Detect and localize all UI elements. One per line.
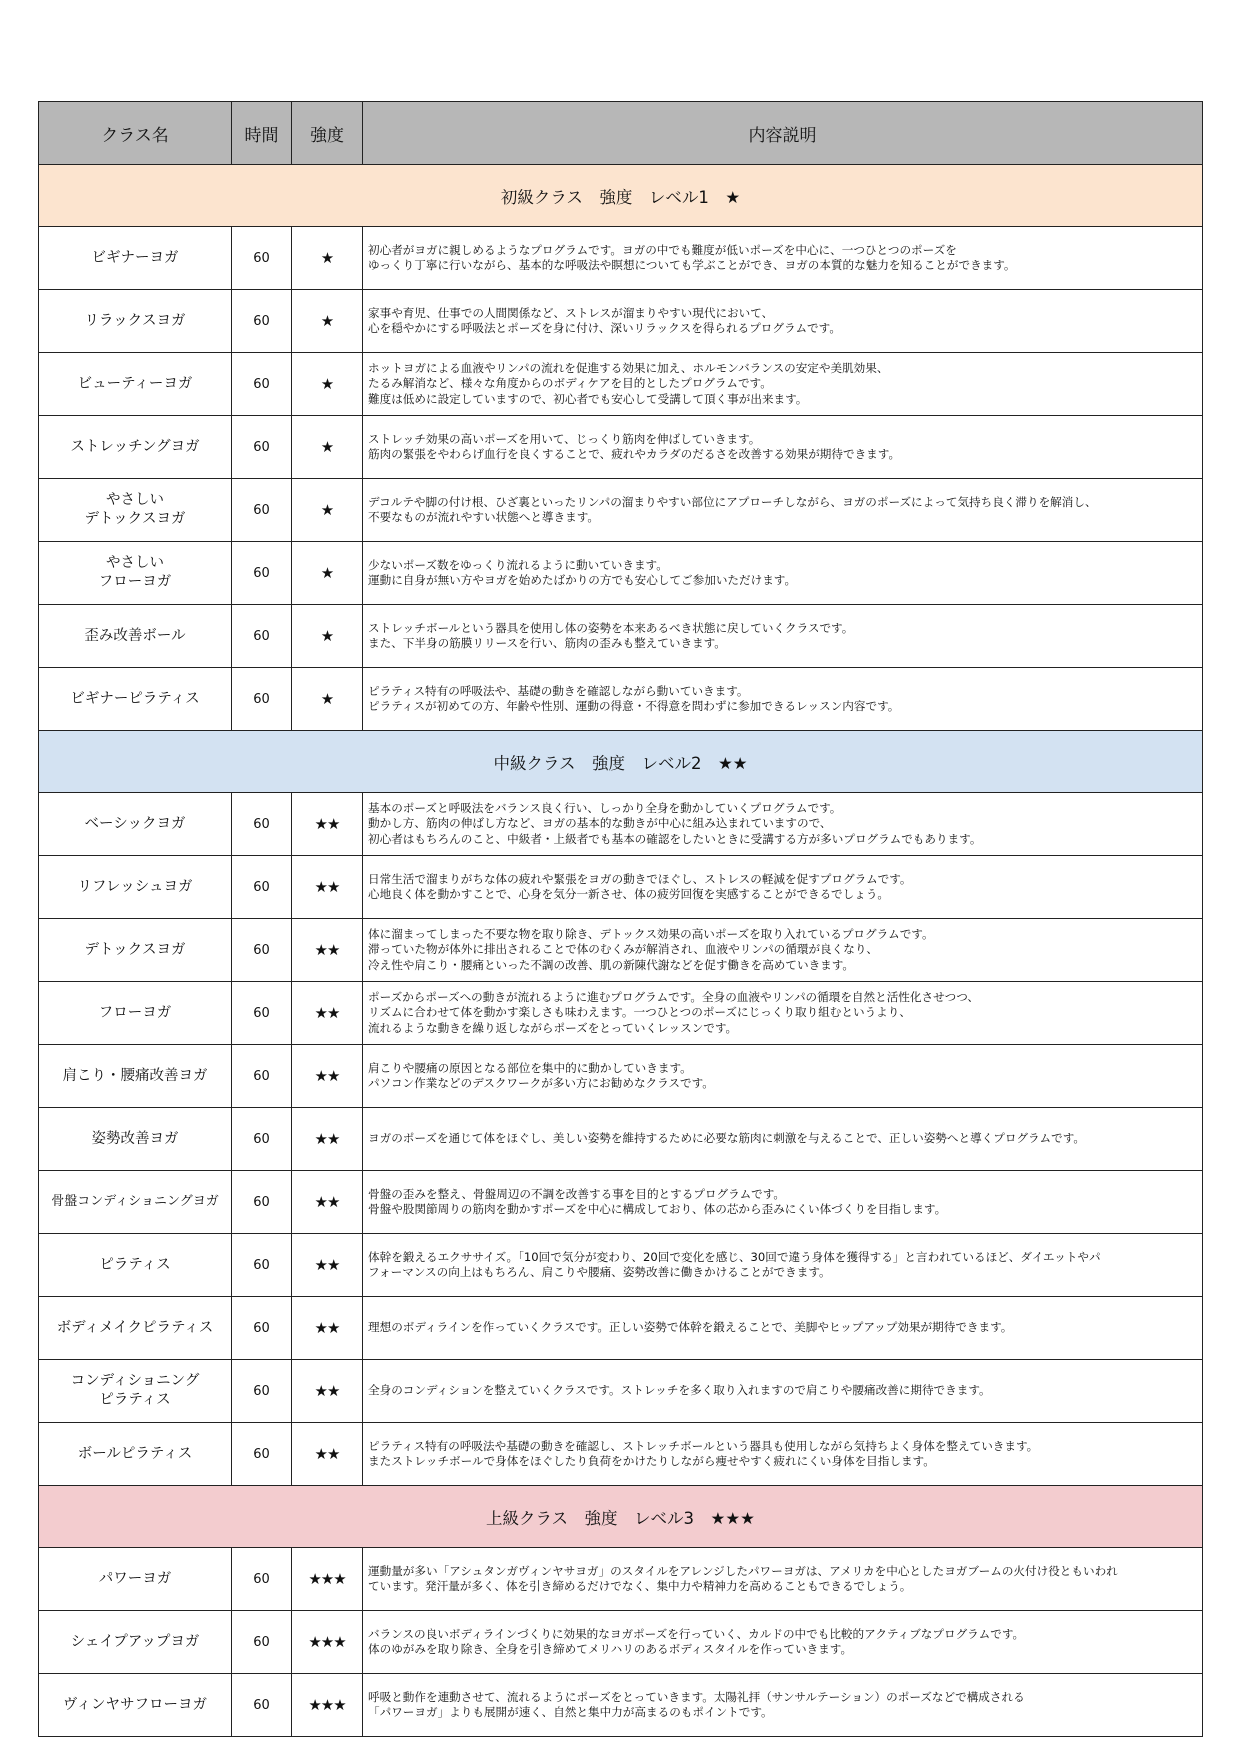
class-time: 60 [232, 793, 292, 856]
section-header-intermediate [39, 731, 1203, 793]
class-intensity-stars: ★ [292, 416, 363, 479]
class-row [39, 793, 1203, 856]
class-intensity-stars: ★ [292, 542, 363, 605]
class-row [39, 1108, 1203, 1171]
class-time: 60 [232, 290, 292, 353]
class-description: 理想のボディラインを作っていくクラスです。正しい姿勢で体幹を鍛えることで、美脚やヒップアップ効果が期待できます。 [363, 1297, 1203, 1360]
class-row [39, 1611, 1203, 1674]
class-name: 歪み改善ボール [39, 605, 232, 668]
header-intensity: 強度 [292, 102, 363, 165]
class-intensity-stars: ★★ [292, 1360, 363, 1423]
header-class-name: クラス名 [39, 102, 232, 165]
class-description: 日常生活で溜まりがちな体の疲れや緊張をヨガの動きでほぐし、ストレスの軽減を促すプログラムです。 心地良く体を動かすことで、心身を気分一新させ、体の疲労回復を実感することができるでしょう。 [363, 856, 1203, 919]
class-intensity-stars: ★★ [292, 1297, 363, 1360]
class-description: 骨盤の歪みを整え、骨盤周辺の不調を改善する事を目的とするプログラムです。 骨盤や股関節周りの筋肉を動かすポーズを中心に構成しており、体の芯から歪みにくい体づくりを目指します。 [363, 1171, 1203, 1234]
class-description: デコルテや脚の付け根、ひざ裏といったリンパの溜まりやすい部位にアプローチしながら、ヨガのポーズによって気持ち良く滞りを解消し、 不要なものが流れやすい状態へと導きます。 [363, 479, 1203, 542]
class-time: 60 [232, 1171, 292, 1234]
class-name: リラックスヨガ [39, 290, 232, 353]
section-title: 初級クラス 強度 レベル1 ★ [39, 165, 1203, 227]
class-name: ビギナーヨガ [39, 227, 232, 290]
class-description: 家事や育児、仕事での人間関係など、ストレスが溜まりやすい現代において、 心を穏やかにする呼吸法とポーズを身に付け、深いリラックスを得られるプログラムです。 [363, 290, 1203, 353]
class-description: 初心者がヨガに親しめるようなプログラムです。ヨガの中でも難度が低いポーズを中心に、一つひとつのポーズを ゆっくり丁寧に行いながら、基本的な呼吸法や瞑想についても学ぶことができ、ヨガの本質的な魅力を知ることができます。 [363, 227, 1203, 290]
class-name: 姿勢改善ヨガ [39, 1108, 232, 1171]
class-description: ホットヨガによる血液やリンパの流れを促進する効果に加え、ホルモンバランスの安定や美肌効果、 たるみ解消など、様々な角度からのボディケアを目的としたプログラムです。 難度は低めに設定していますので、初心者でも安心して受講して頂く事が出来ます。 [363, 353, 1203, 416]
class-intensity-stars: ★★ [292, 1045, 363, 1108]
class-row [39, 1045, 1203, 1108]
class-description: 基本のポーズと呼吸法をバランス良く行い、しっかり全身を動かしていくプログラムです。 動かし方、筋肉の伸ばし方など、ヨガの基本的な動きが中心に組み込まれていますので、 初心者はもちろんのこと、中級者・上級者でも基本の確認をしたいときに受講する方が多いプログラムでもあります。 [363, 793, 1203, 856]
class-time: 60 [232, 542, 292, 605]
class-time: 60 [232, 1045, 292, 1108]
class-name: 骨盤コンディショニングヨガ [39, 1171, 232, 1234]
class-name: ヴィンヤサフローヨガ [39, 1674, 232, 1737]
class-row [39, 982, 1203, 1045]
class-description: 全身のコンディションを整えていくクラスです。ストレッチを多く取り入れますので肩こりや腰痛改善に期待できます。 [363, 1360, 1203, 1423]
class-name: 肩こり・腰痛改善ヨガ [39, 1045, 232, 1108]
class-intensity-stars: ★ [292, 605, 363, 668]
section-title: 中級クラス 強度 レベル2 ★★ [39, 731, 1203, 793]
class-row [39, 668, 1203, 731]
class-description: 少ないポーズ数をゆっくり流れるように動いていきます。 運動に自身が無い方やヨガを始めたばかりの方でも安心してご参加いただけます。 [363, 542, 1203, 605]
class-time: 60 [232, 1548, 292, 1611]
table-body [39, 165, 1203, 1737]
class-intensity-stars: ★ [292, 353, 363, 416]
class-intensity-stars: ★★ [292, 1171, 363, 1234]
class-intensity-stars: ★★ [292, 1108, 363, 1171]
header-row [39, 102, 1203, 165]
class-time: 60 [232, 479, 292, 542]
class-time: 60 [232, 856, 292, 919]
class-name: パワーヨガ [39, 1548, 232, 1611]
class-description: 運動量が多い「アシュタンガヴィンヤサヨガ」のスタイルをアレンジしたパワーヨガは、アメリカを中心としたヨガブームの火付け役ともいわれ ています。発汗量が多く、体を引き締めるだけでなく、集中力や精神力を高めることもできるでしょう。 [363, 1548, 1203, 1611]
class-name: やさしい フローヨガ [39, 542, 232, 605]
class-intensity-stars: ★ [292, 290, 363, 353]
section-header-advanced [39, 1486, 1203, 1548]
class-name: ボールピラティス [39, 1423, 232, 1486]
class-time: 60 [232, 668, 292, 731]
class-description: 体に溜まってしまった不要な物を取り除き、デトックス効果の高いポーズを取り入れているプログラムです。 滞っていた物が体外に排出されることで体のむくみが解消され、血液やリンパの循環が良くなり、 冷え性や肩こり・腰痛といった不調の改善、肌の新陳代謝などを促す働きを高めていきます。 [363, 919, 1203, 982]
class-name: ストレッチングヨガ [39, 416, 232, 479]
class-intensity-stars: ★★ [292, 1234, 363, 1297]
class-description: バランスの良いボディラインづくりに効果的なヨガポーズを行っていく、カルドの中でも比較的アクティブなプログラムです。 体のゆがみを取り除き、全身を引き締めてメリハリのあるボディスタイルを作っていきます。 [363, 1611, 1203, 1674]
class-intensity-stars: ★★ [292, 919, 363, 982]
class-intensity-stars: ★★ [292, 793, 363, 856]
class-name: やさしい デトックスヨガ [39, 479, 232, 542]
class-intensity-stars: ★ [292, 668, 363, 731]
class-row [39, 1674, 1203, 1737]
section-header-beginner [39, 165, 1203, 227]
class-name: ビギナーピラティス [39, 668, 232, 731]
class-time: 60 [232, 1611, 292, 1674]
class-time: 60 [232, 1108, 292, 1171]
class-intensity-stars: ★★★ [292, 1674, 363, 1737]
class-time: 60 [232, 919, 292, 982]
class-name: リフレッシュヨガ [39, 856, 232, 919]
class-intensity-stars: ★★ [292, 856, 363, 919]
class-time: 60 [232, 982, 292, 1045]
class-description: 呼吸と動作を連動させて、流れるようにポーズをとっていきます。太陽礼拝（サンサルテーション）のポーズなどで構成される 「パワーヨガ」よりも展開が速く、自然と集中力が高まるのもポイントです。 [363, 1674, 1203, 1737]
class-name: ビューティーヨガ [39, 353, 232, 416]
class-row [39, 290, 1203, 353]
class-time: 60 [232, 1674, 292, 1737]
class-time: 60 [232, 416, 292, 479]
class-description: 体幹を鍛えるエクササイズ。「10回で気分が変わり、20回で変化を感じ、30回で違う身体を獲得する」と言われているほど、ダイエットやパ フォーマンスの向上はもちろん、肩こりや腰痛、姿勢改善に働きかけることができます。 [363, 1234, 1203, 1297]
class-description: ヨガのポーズを通じて体をほぐし、美しい姿勢を維持するために必要な筋肉に刺激を与えることで、正しい姿勢へと導くプログラムです。 [363, 1108, 1203, 1171]
class-row [39, 353, 1203, 416]
class-time: 60 [232, 353, 292, 416]
class-time: 60 [232, 1297, 292, 1360]
class-name: シェイプアップヨガ [39, 1611, 232, 1674]
class-name: ベーシックヨガ [39, 793, 232, 856]
class-intensity-stars: ★ [292, 227, 363, 290]
class-description: ストレッチ効果の高いポーズを用いて、じっくり筋肉を伸ばしていきます。 筋肉の緊張をやわらげ血行を良くすることで、疲れやカラダのだるさを改善する効果が期待できます。 [363, 416, 1203, 479]
class-time: 60 [232, 1360, 292, 1423]
class-time: 60 [232, 1234, 292, 1297]
section-title: 上級クラス 強度 レベル3 ★★★ [39, 1486, 1203, 1548]
class-intensity-stars: ★★ [292, 1423, 363, 1486]
class-row [39, 416, 1203, 479]
class-name: デトックスヨガ [39, 919, 232, 982]
class-description: ポーズからポーズへの動きが流れるように進むプログラムです。全身の血液やリンパの循環を自然と活性化させつつ、 リズムに合わせて体を動かす楽しさも味わえます。一つひとつのポーズにじっくり取り組むというより、 流れるような動きを繰り返しながらポーズをとっていくレッスンです。 [363, 982, 1203, 1045]
class-row [39, 856, 1203, 919]
class-time: 60 [232, 605, 292, 668]
class-row [39, 919, 1203, 982]
class-name: ボディメイクピラティス [39, 1297, 232, 1360]
class-time: 60 [232, 227, 292, 290]
class-name: フローヨガ [39, 982, 232, 1045]
header-time: 時間 [232, 102, 292, 165]
class-row [39, 1297, 1203, 1360]
class-intensity-stars: ★ [292, 479, 363, 542]
class-row [39, 479, 1203, 542]
class-description: ピラティス特有の呼吸法や基礎の動きを確認し、ストレッチボールという器具も使用しながら気持ちよく身体を整えていきます。 またストレッチボールで身体をほぐしたり負荷をかけたりしながら痩せやすく疲れにくい身体を目指します。 [363, 1423, 1203, 1486]
class-name: コンディショニング ピラティス [39, 1360, 232, 1423]
class-row [39, 1171, 1203, 1234]
class-description: ストレッチボールという器具を使用し体の姿勢を本来あるべき状態に戻していくクラスです。 また、下半身の筋膜リリースを行い、筋肉の歪みも整えていきます。 [363, 605, 1203, 668]
class-name: ピラティス [39, 1234, 232, 1297]
class-intensity-stars: ★★★ [292, 1548, 363, 1611]
class-row [39, 1423, 1203, 1486]
class-row [39, 1360, 1203, 1423]
class-row [39, 1234, 1203, 1297]
header-description: 内容説明 [363, 102, 1203, 165]
class-row [39, 542, 1203, 605]
class-description: 肩こりや腰痛の原因となる部位を集中的に動かしていきます。 パソコン作業などのデスクワークが多い方にお勧めなクラスです。 [363, 1045, 1203, 1108]
yoga-class-table [38, 101, 1203, 1737]
class-row [39, 605, 1203, 668]
class-description: ピラティス特有の呼吸法や、基礎の動きを確認しながら動いていきます。 ピラティスが初めての方、年齢や性別、運動の得意・不得意を問わずに参加できるレッスン内容です。 [363, 668, 1203, 731]
class-time: 60 [232, 1423, 292, 1486]
class-intensity-stars: ★★★ [292, 1611, 363, 1674]
class-row [39, 227, 1203, 290]
class-row [39, 1548, 1203, 1611]
class-intensity-stars: ★★ [292, 982, 363, 1045]
